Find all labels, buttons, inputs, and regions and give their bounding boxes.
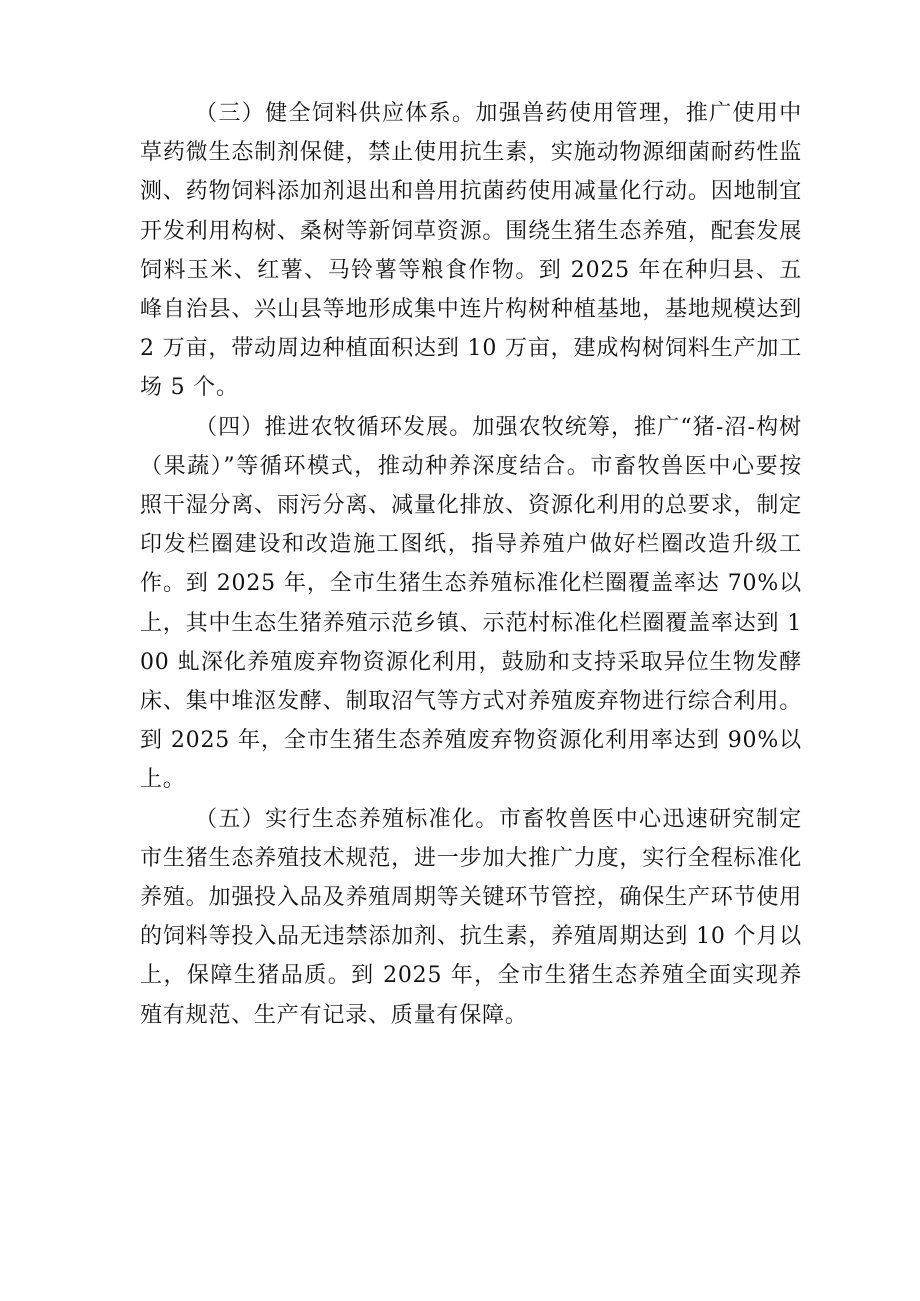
paragraph-eco-breeding-standard: （五）实行生态养殖标准化。市畜牧兽医中心迅速研究制定市生猪生态养殖技术规范，进一步加大推广力度，实行全程标准化养殖。加强投入品及养殖周期等关键环节管控，确保生产环节使用的饲料等投入品无违禁添加剂、抗生素，养殖周期达到 10 个月以上，保障生猪品质。到 2025 年，全市生猪生态养殖全面实现养殖有规范、生产有记录、质量有保障。	[140, 806, 802, 1028]
paragraph-agri-livestock-cycle: （四）推进农牧循环发展。加强农牧统筹，推广“猪-沼-构树（果蔬）”等循环模式，推动种养深度结合。市畜牧兽医中心要按照干湿分离、雨污分离、减量化排放、资源化利用的总要求，制定印发栏圈建设和改造施工图纸，指导养殖户做好栏圈改造升级工作。到 2025 年，全市生猪生态养殖标准化栏圈覆盖率达 70%以上，其中生态生猪养殖示范乡镇、示范村标准化栏圈覆盖率达到 100 虬深化养殖废弃物资源化利用，鼓励和支持采取异位生物发酵床、集中堆沤发酵、制取沼气等方式对养殖废弃物进行综合利用。到 2025 年，全市生猪生态养殖废弃物资源化利用率达到 90%以上。	[140, 414, 802, 793]
document-body	[140, 94, 802, 1035]
paragraph-feed-supply: （三）健全饲料供应体系。加强兽药使用管理，推广使用中草药微生态制剂保健，禁止使用抗生素，实施动物源细菌耐药性监测、药物饲料添加剂退出和兽用抗菌药使用减量化行动。因地制宜开发利用构树、桑树等新饲草资源。围绕生猪生态养殖，配套发展饲料玉米、红薯、马铃薯等粮食作物。到 2025 年在种归县、五峰自治县、兴山县等地形成集中连片构树种植基地，基地规模达到 2 万亩，带动周边种植面积达到 10 万亩，建成构树饲料生产加工场 5 个。	[140, 101, 802, 401]
